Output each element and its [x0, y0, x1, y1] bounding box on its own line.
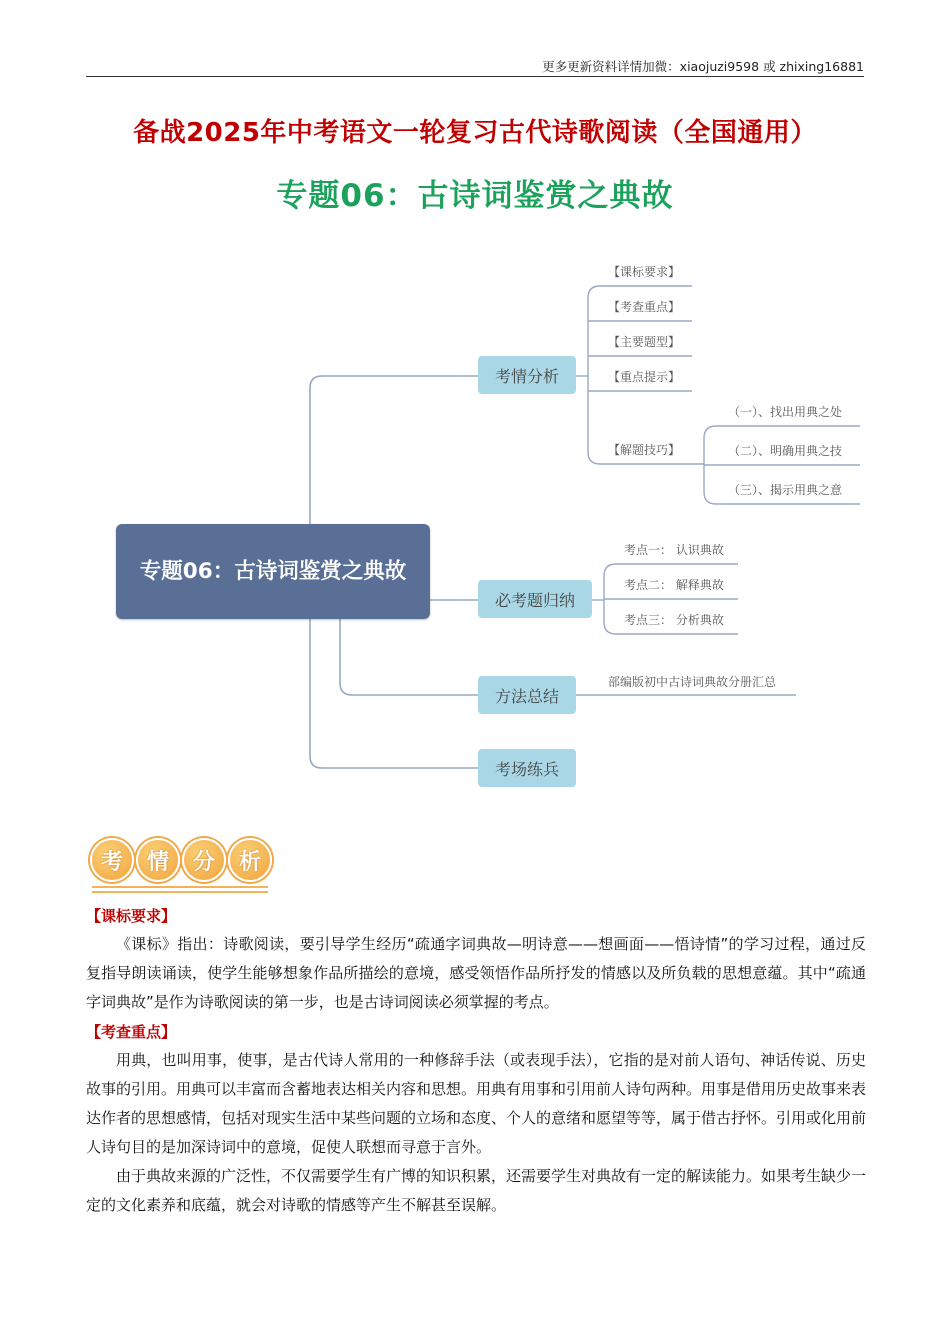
- mindmap-branch-label: 必考题归纳: [494, 590, 575, 610]
- mindmap-branch-label: 考场练兵: [494, 759, 559, 779]
- mindmap-leaf: 【考查重点】: [608, 300, 681, 314]
- mindmap-branch-kaochang: [478, 749, 576, 787]
- badge-char: 情: [136, 838, 180, 882]
- document-title: 备战2025年中考语文一轮复习古代诗歌阅读（全国通用）: [133, 118, 817, 148]
- mindmap-leaf: 考点三： 分析典故: [624, 613, 724, 627]
- mindmap-branch-fangfa: [478, 676, 576, 714]
- mindmap-branch-kaoqing: [478, 356, 576, 394]
- mindmap-branch-bikao: [478, 580, 592, 618]
- mindmap-leaf: 【主要题型】: [608, 335, 681, 349]
- mindmap-leaf: 考点二： 解释典故: [624, 578, 724, 592]
- badge-underline: [92, 891, 268, 893]
- document-subtitle: 专题06：古诗词鉴赏之典故: [276, 178, 674, 214]
- header-note: 更多更新资料详情加微：xiaojuzi9598 或 zhixing16881: [542, 59, 864, 74]
- mindmap-root-label: 专题06：古诗词鉴赏之典故: [139, 558, 407, 584]
- mindmap-root-node: [116, 524, 430, 619]
- mindmap-subleaf: （二）、明确用典之技: [728, 444, 843, 458]
- section-paragraph: 由于典故来源的广泛性，不仅需要学生有广博的知识积累，还需要学生对典故有一定的解读能力。如果考生缺少一定的文化素养和底蕴，就会对诗歌的情感等产生不解甚至误解。: [86, 1167, 867, 1214]
- mindmap-leaf: 部编版初中古诗词典故分册汇总: [608, 675, 777, 689]
- section-heading: 【课标要求】: [86, 907, 177, 925]
- mindmap-subleaf: （一）、找出用典之处: [728, 405, 843, 419]
- mindmap-branch-label: 考情分析: [494, 366, 559, 386]
- section-badge-kaoqing: [88, 834, 270, 896]
- badge-char: 考: [90, 838, 134, 882]
- mindmap-subleaf: （三）、揭示用典之意: [728, 483, 843, 497]
- section-heading: 【考查重点】: [86, 1023, 177, 1041]
- mindmap-leaf: 【课标要求】: [608, 265, 681, 279]
- badge-char: 析: [228, 838, 272, 882]
- mindmap-leaf: 【解题技巧】: [608, 443, 681, 457]
- mindmap-leaf: 考点一： 认识典故: [624, 543, 724, 557]
- mindmap-leaf: 【重点提示】: [608, 370, 681, 384]
- section-paragraph: 用典，也叫用事，使事，是古代诗人常用的一种修辞手法（或表现手法），它指的是对前人语句、神话传说、历史故事的引用。用典可以丰富而含蓄地表达相关内容和思想。用典有用事和引用前人诗句两种。用事是借用历史故事来表达作者的思想感情，包括对现实生活中某些问题的立场和态度、个人的意绪和愿望等等，属于借古抒怀。引用或化用前人诗句目的是加深诗词中的意境，促使人联想而寻意于言外。: [86, 1051, 867, 1156]
- badge-underline: [92, 886, 268, 888]
- section-paragraph: 《课标》指出：诗歌阅读，要引导学生经历“疏通字词典故—明诗意——想画面——悟诗情”的学习过程，通过反复指导朗读诵读，使学生能够想象作品所描绘的意境，感受领悟作品所抒发的情感以及所负载的思想意蕴。其中“疏通字词典故”是作为诗歌阅读的第一步，也是古诗词阅读必须掌握的考点。: [86, 935, 866, 1011]
- badge-char: 分: [182, 838, 226, 882]
- mindmap-branch-label: 方法总结: [494, 686, 559, 706]
